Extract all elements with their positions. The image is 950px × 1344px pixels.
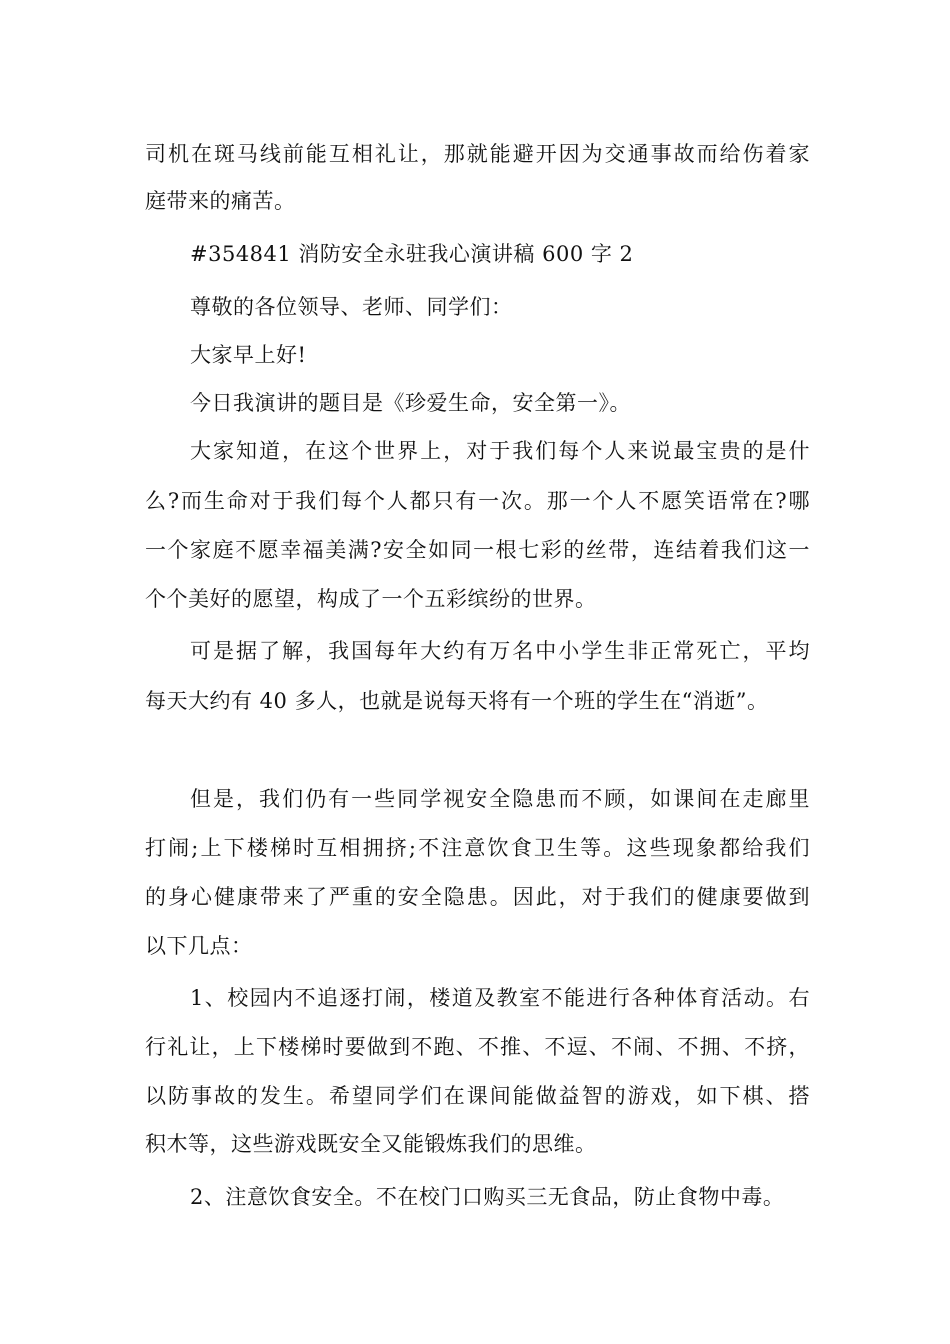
text-line: 么?而生命对于我们每个人都只有一次。那一个人不愿笑语常在?哪 — [145, 489, 810, 513]
text-line: 可是据了解，我国每年大约有万名中小学生非正常死亡，平均 — [190, 639, 810, 663]
greeting: 大家早上好! — [190, 343, 307, 367]
text-line: 的身心健康带来了严重的安全隐患。因此，对于我们的健康要做到 — [145, 885, 810, 909]
text-line: 行礼让，上下楼梯时要做到不跑、不推、不逗、不闹、不拥、不挤， — [145, 1035, 810, 1059]
text-line: 一个家庭不愿幸福美满?安全如同一根七彩的丝带，连结着我们这一 — [145, 538, 810, 562]
salutation: 尊敬的各位领导、老师、同学们： — [190, 295, 513, 319]
text-line: 1、校园内不追逐打闹，楼道及教室不能进行各种体育活动。右 — [190, 986, 810, 1010]
text-line: 今日我演讲的题目是《珍爱生命，安全第一》。 — [190, 391, 631, 415]
text-line: 但是，我们仍有一些同学视安全隐患而不顾，如课间在走廊里 — [190, 787, 810, 811]
text-line: 司机在斑马线前能互相礼让，那就能避开因为交通事故而给伤着家 — [145, 142, 810, 166]
text-line: 以防事故的发生。希望同学们在课间能做益智的游戏，如下棋、搭 — [145, 1084, 810, 1108]
text-line: 每天大约有 40 多人，也就是说每天将有一个班的学生在“消逝”。 — [145, 689, 769, 713]
text-line: 打闹;上下楼梯时互相拥挤;不注意饮食卫生等。这些现象都给我们 — [145, 836, 810, 860]
text-line: 个个美好的愿望，构成了一个五彩缤纷的世界。 — [145, 587, 597, 611]
section-heading: #354841 消防安全永驻我心演讲稿 600 字 2 — [190, 242, 634, 266]
text-line: 庭带来的痛苦。 — [145, 189, 296, 213]
text-line: 2、注意饮食安全。不在校门口购买三无食品，防止食物中毒。 — [190, 1185, 785, 1209]
text-line: 大家知道，在这个世界上，对于我们每个人来说最宝贵的是什 — [190, 439, 810, 463]
text-line: 积木等，这些游戏既安全又能锻炼我们的思维。 — [145, 1132, 597, 1156]
text-line: 以下几点： — [145, 934, 253, 958]
